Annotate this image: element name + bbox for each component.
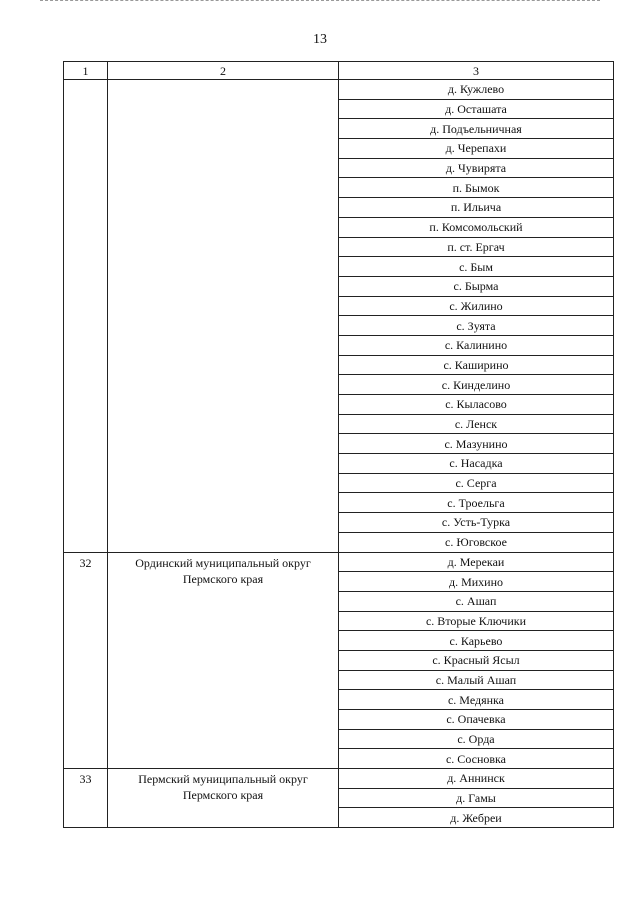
settlement-name: с. Ленск: [339, 414, 614, 434]
settlement-name: д. Чувирята: [339, 158, 614, 178]
settlement-name: с. Кинделино: [339, 375, 614, 395]
settlement-name: с. Малый Ашап: [339, 670, 614, 690]
header-col-1: 1: [64, 62, 108, 80]
settlement-name: с. Карьево: [339, 631, 614, 651]
table-row: [64, 552, 614, 572]
settlement-name: д. Подъельничная: [339, 119, 614, 139]
district-name-line: Пермского края: [182, 788, 264, 803]
settlement-name: д. Аннинск: [339, 769, 614, 789]
settlement-name: с. Калинино: [339, 335, 614, 355]
page-number: 13: [313, 32, 327, 47]
settlement-name: д. Мерекаи: [339, 552, 614, 572]
district-number: [64, 80, 108, 553]
district-name: [108, 80, 339, 553]
header-col-3: 3: [339, 62, 614, 80]
settlement-name: с. Мазунино: [339, 434, 614, 454]
settlement-name: с. Ашап: [339, 591, 614, 611]
settlement-name: д. Михино: [339, 572, 614, 592]
settlement-name: д. Гамы: [339, 788, 614, 808]
district-number: 32: [64, 552, 108, 769]
settlement-name: с. Юговское: [339, 532, 614, 552]
settlement-name: д. Черепахи: [339, 139, 614, 159]
settlement-name: д. Кужлево: [339, 80, 614, 100]
district-name: [108, 552, 339, 769]
settlement-name: с. Орда: [339, 729, 614, 749]
settlement-name: п. ст. Ергач: [339, 237, 614, 257]
settlement-name: с. Зуята: [339, 316, 614, 336]
settlement-name: с. Насадка: [339, 454, 614, 474]
settlement-name: п. Комсомольский: [339, 217, 614, 237]
settlement-name: с. Бырма: [339, 276, 614, 296]
district-number: 33: [64, 769, 108, 828]
settlement-name: д. Жебреи: [339, 808, 614, 828]
settlement-name: с. Медянка: [339, 690, 614, 710]
table-body: [64, 80, 614, 828]
settlement-name: с. Опачевка: [339, 710, 614, 730]
settlement-name: п. Ильича: [339, 198, 614, 218]
settlement-name: с. Жилино: [339, 296, 614, 316]
district-name-line: Ординский муниципальный округ: [135, 555, 311, 570]
table-row: [64, 769, 614, 789]
settlement-name: п. Бымок: [339, 178, 614, 198]
table-header-row: [64, 62, 614, 80]
district-name-line: Пермский муниципальный округ: [138, 772, 308, 787]
settlement-name: с. Серга: [339, 473, 614, 493]
settlements-table: [63, 61, 614, 828]
settlement-name: с. Вторые Ключики: [339, 611, 614, 631]
settlement-name: с. Красный Ясыл: [339, 650, 614, 670]
district-name-line: Пермского края: [182, 571, 264, 586]
settlement-name: с. Троельга: [339, 493, 614, 513]
settlement-name: с. Бым: [339, 257, 614, 277]
settlement-name: с. Каширино: [339, 355, 614, 375]
settlement-name: с. Сосновка: [339, 749, 614, 769]
settlement-name: с. Усть-Турка: [339, 513, 614, 533]
table-row: [64, 80, 614, 100]
district-name: [108, 769, 339, 828]
header-col-2: 2: [108, 62, 339, 80]
settlement-name: д. Осташата: [339, 99, 614, 119]
settlement-name: с. Кыласово: [339, 395, 614, 415]
page-top-edge: [40, 0, 600, 2]
